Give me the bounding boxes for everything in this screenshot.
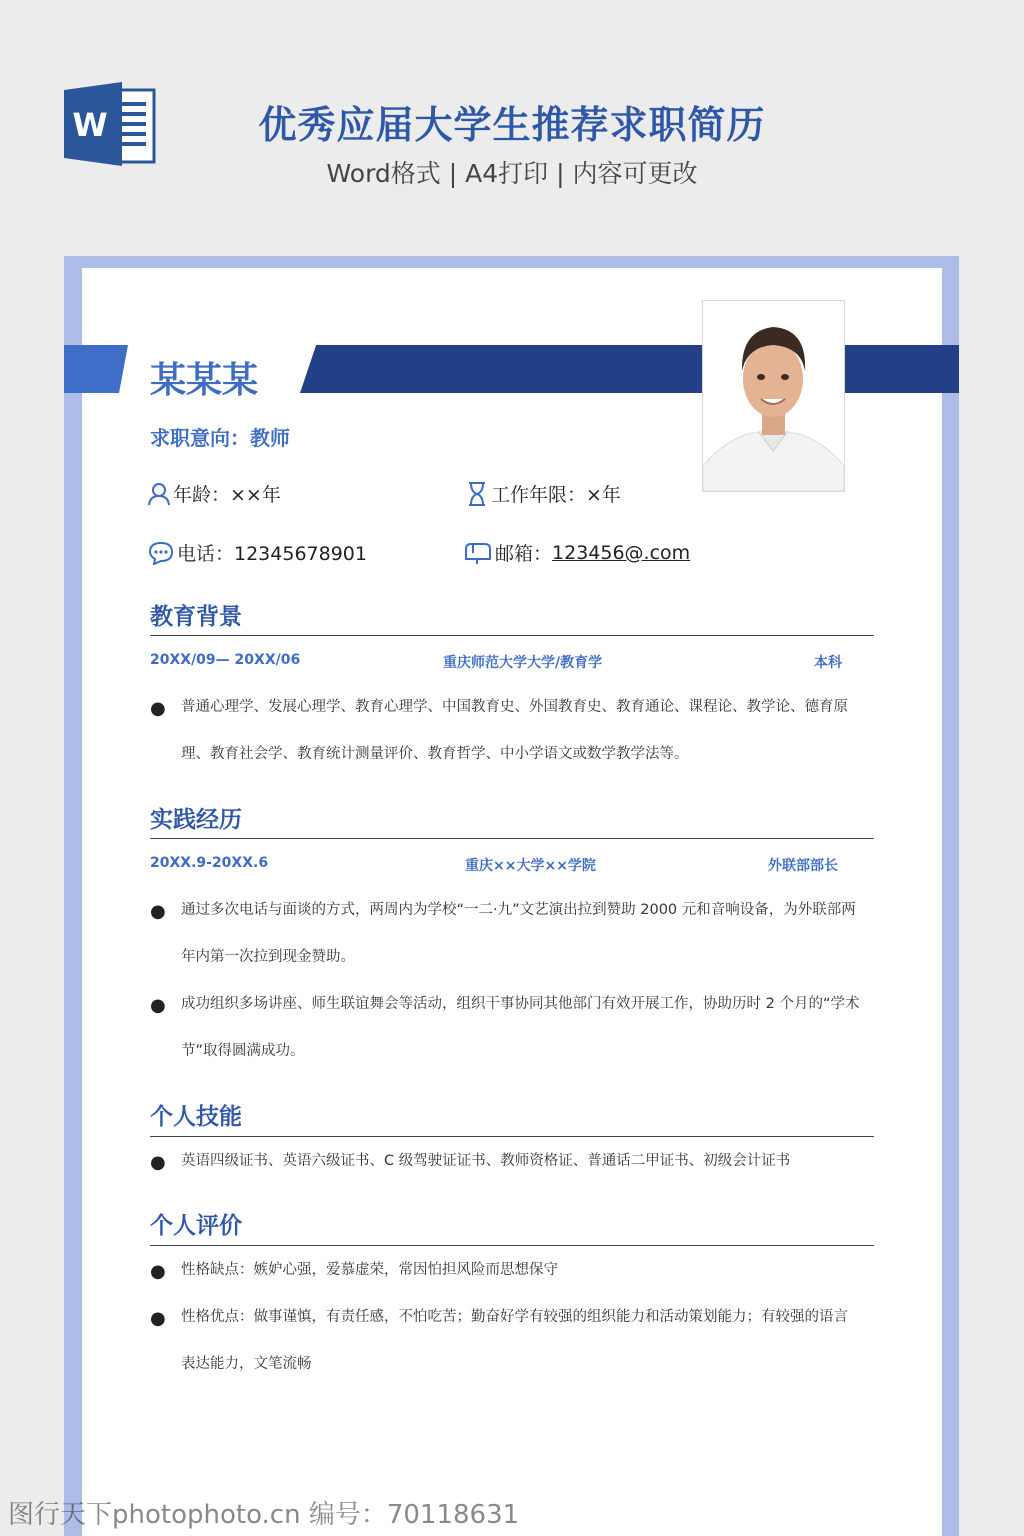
work-years-text: 工作年限：×年 xyxy=(491,484,621,506)
skills-item: 英语四级证书、英语六级证书、C 级驾驶证证书、教师资格证、普通话二甲证书、初级会计证书 xyxy=(181,1153,791,1169)
page-title: 优秀应届大学生推荐求职简历 xyxy=(258,103,766,147)
watermark: 图行天下photophoto.cn 编号：70118631 xyxy=(8,1500,520,1530)
email-label: 邮箱： xyxy=(495,543,553,565)
phone-text: 电话：12345678901 xyxy=(177,543,367,565)
education-degree: 本科 xyxy=(814,655,842,671)
hourglass-icon xyxy=(466,481,488,507)
skills-title: 个人技能 xyxy=(150,1104,242,1130)
email-link[interactable]: 123456@.com xyxy=(552,541,691,564)
bullet-icon: ● xyxy=(150,995,166,1016)
name-band-right xyxy=(300,345,704,393)
evaluation-divider xyxy=(150,1245,874,1246)
logo-letter: W xyxy=(72,106,108,144)
profile-photo xyxy=(702,300,845,492)
education-divider xyxy=(150,635,874,636)
education-period: 20XX/09— 20XX/06 xyxy=(150,652,301,668)
person-icon xyxy=(148,482,170,506)
evaluation-title: 个人评价 xyxy=(150,1213,242,1239)
email-info xyxy=(464,539,690,566)
chat-bubble-icon xyxy=(148,541,174,565)
practice-role: 外联部部长 xyxy=(768,858,838,874)
bullet-icon: ● xyxy=(150,1152,166,1173)
practice-title: 实践经历 xyxy=(150,807,242,833)
name-band-left xyxy=(64,345,128,393)
bullet-icon: ● xyxy=(150,1308,166,1329)
mailbox-icon xyxy=(464,541,492,565)
age-text: 年龄：××年 xyxy=(173,484,281,506)
bullet-icon: ● xyxy=(150,1261,166,1282)
education-school: 重庆师范大学大学/教育学 xyxy=(443,655,603,671)
evaluation-item: 性格缺点：嫉妒心强，爱慕虚荣，常因怕担风险而思想保守 xyxy=(181,1262,558,1278)
phone-info xyxy=(148,539,367,566)
skills-divider xyxy=(150,1136,874,1137)
practice-period: 20XX.9-20XX.6 xyxy=(150,855,269,871)
name-band-far xyxy=(842,345,959,393)
age-info xyxy=(148,480,281,507)
education-title: 教育背景 xyxy=(150,604,242,630)
practice-org: 重庆××大学××学院 xyxy=(465,858,596,874)
education-item: 普通心理学、发展心理学、教育心理学、中国教育史、外国教育史、教育通论、课程论、教学论、德育原 理、教育社会学、教育统计测量评价、教育哲学、中小学语文或数学教学法等。 xyxy=(181,699,848,762)
bullet-icon: ● xyxy=(150,901,166,922)
bullet-icon: ● xyxy=(150,698,166,719)
practice-item: 通过多次电话与面谈的方式，两周内为学校“一二·九”文艺演出拉到赞助 2000 元和音响设备，为外联部两 年内第一次拉到现金赞助。 xyxy=(181,902,856,965)
work-years-info xyxy=(466,480,621,507)
practice-item: 成功组织多场讲座、师生联谊舞会等活动，组织干事协同其他部门有效开展工作，协助历时 2 个月的“学术 节”取得圆满成功。 xyxy=(181,996,860,1059)
evaluation-item: 性格优点：做事谨慎，有责任感，不怕吃苦；勤奋好学有较强的组织能力和活动策划能力；有较强的语言 表达能力，文笔流畅 xyxy=(181,1309,848,1372)
page-subtitle: Word格式 | A4打印 | 内容可更改 xyxy=(326,159,698,188)
job-intent: 求职意向：教师 xyxy=(150,426,290,450)
practice-divider xyxy=(150,838,874,839)
candidate-name: 某某某 xyxy=(150,360,259,401)
